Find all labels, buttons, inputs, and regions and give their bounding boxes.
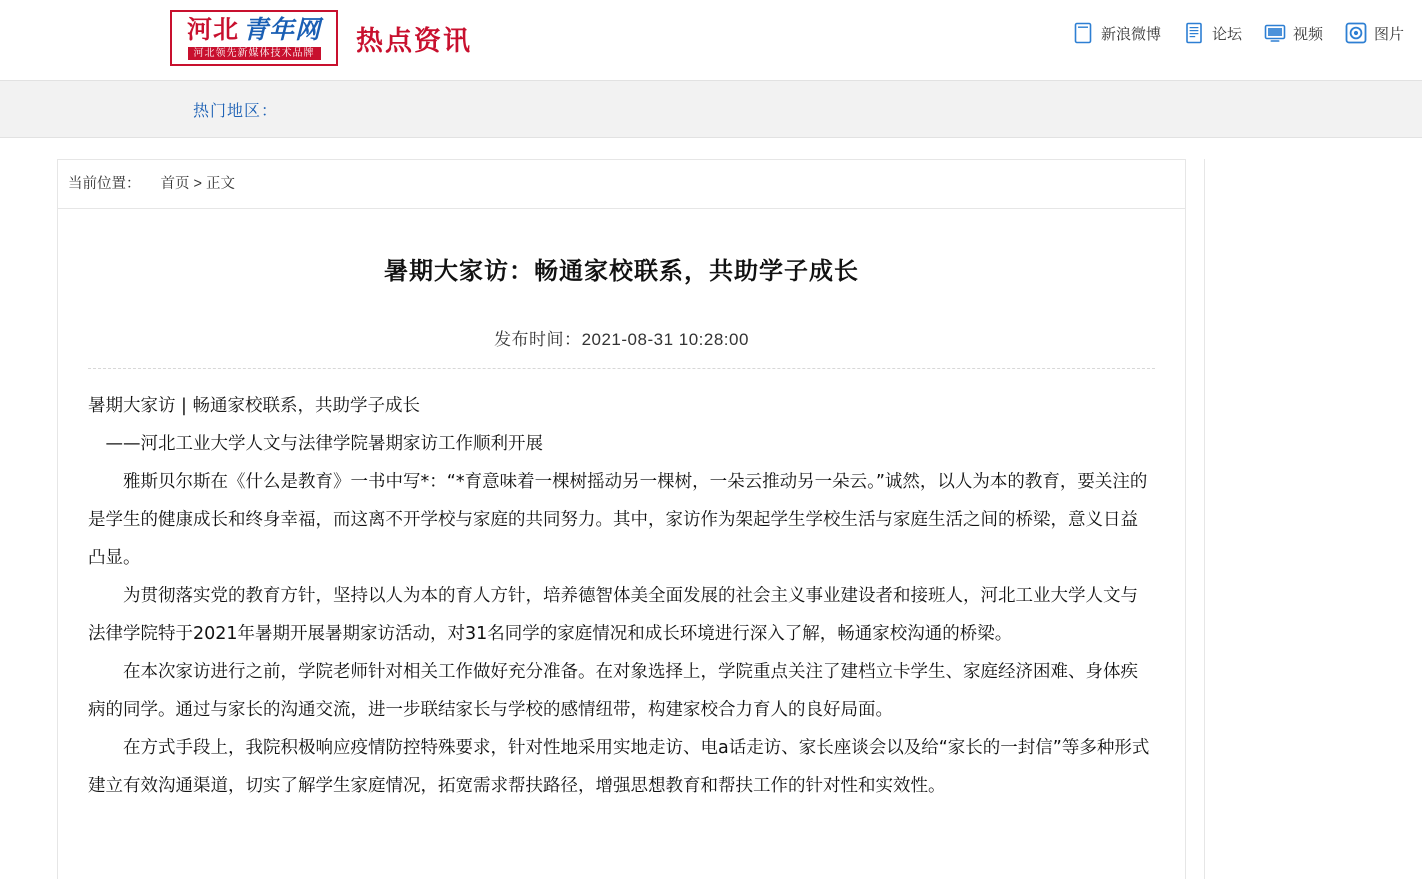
logo-tagline: 河北领先新媒体技术品牌: [188, 47, 321, 60]
logo-wordmark: [186, 14, 322, 44]
publish-time-value: 2021-08-31 10:28:00: [581, 329, 749, 349]
breadcrumb-item-home[interactable]: 首页: [160, 176, 190, 192]
picture-icon: [1345, 22, 1367, 44]
site-title: 热点资讯: [356, 25, 472, 57]
site-header: [0, 0, 1422, 81]
logo-youth-text: 青年网: [243, 14, 322, 44]
logo-hebei-text: 河北: [186, 14, 239, 44]
header-link-video[interactable]: [1264, 22, 1323, 44]
site-logo[interactable]: [170, 10, 338, 66]
article-paragraph: 在本次家访进行之前，学院老师针对相关工作做好充分准备。在对象选择上，学院重点关注了建档立卡学生、家庭经济困难、身体疾病的同学。通过与家长的沟通交流，进一步联结家长与学校的感情纽带，构建家校合力育人的良好局面。: [88, 661, 1138, 720]
article-paragraph: 为贯彻落实党的教育方针，坚持以人为本的育人方针，培养德智体美全面发展的社会主义事业建设者和接班人，河北工业大学人文与法律学院特于2021年暑期开展暑期家访活动，对31名同学的家庭情况和成长环境进行深入了解，畅通家校沟通的桥梁。: [88, 585, 1138, 644]
article-body: [88, 387, 1155, 805]
brand-block: [170, 10, 472, 66]
header-link-picture-label: 图片: [1373, 25, 1404, 43]
publish-time-label: 发布时间：: [494, 329, 582, 349]
content-column: [57, 159, 1186, 879]
article-paragraph: 雅斯贝尔斯在《什么是教育》一书中写*：“*育意味着一棵树摇动另一棵树，一朵云推动另一朵云。”诚然，以人为本的教育，要关注的是学生的健康成长和终身幸福，而这离不开学校与家庭的共同努力。其中，家访作为架起学生学校生活与家庭生活之间的桥梁，意义日益凸显。: [88, 471, 1148, 568]
page-title: 暑期大家访：畅通家校联系，共助学子成长: [384, 257, 859, 285]
article: [58, 255, 1185, 829]
video-icon: [1264, 22, 1286, 44]
header-link-video-label: 视频: [1292, 25, 1323, 43]
breadcrumb: [58, 160, 1185, 209]
header-link-weibo[interactable]: [1072, 22, 1161, 44]
article-paragraph: ——河北工业大学人文与法律学院暑期家访工作顺利开展: [105, 433, 543, 454]
header-link-group: [1072, 22, 1404, 44]
breadcrumb-separator: >: [193, 176, 202, 192]
forum-icon: [1183, 22, 1205, 44]
weibo-icon: [1072, 22, 1094, 44]
breadcrumb-item-article[interactable]: 正文: [205, 176, 235, 192]
header-link-forum[interactable]: [1183, 22, 1242, 44]
article-paragraph: 暑期大家访 | 畅通家校联系，共助学子成长: [88, 395, 421, 416]
header-link-weibo-label: 新浪微博: [1100, 25, 1161, 43]
hot-region-label: 热门地区：: [193, 103, 279, 120]
header-link-forum-label: 论坛: [1211, 25, 1242, 43]
breadcrumb-label: 当前位置：: [68, 176, 141, 192]
page-body: [0, 138, 1422, 879]
header-link-picture[interactable]: [1345, 22, 1404, 44]
article-meta: [88, 325, 1155, 369]
hot-region-bar: [0, 81, 1422, 138]
sidebar-column: [1204, 159, 1422, 879]
article-paragraph: 在方式手段上，我院积极响应疫情防控特殊要求，针对性地采用实地走访、电a话走访、家长座谈会以及给“家长的一封信”等多种形式建立有效沟通渠道，切实了解学生家庭情况，拓宽需求帮扶路径，增强思想教育和帮扶工作的针对性和实效性。: [88, 737, 1150, 796]
